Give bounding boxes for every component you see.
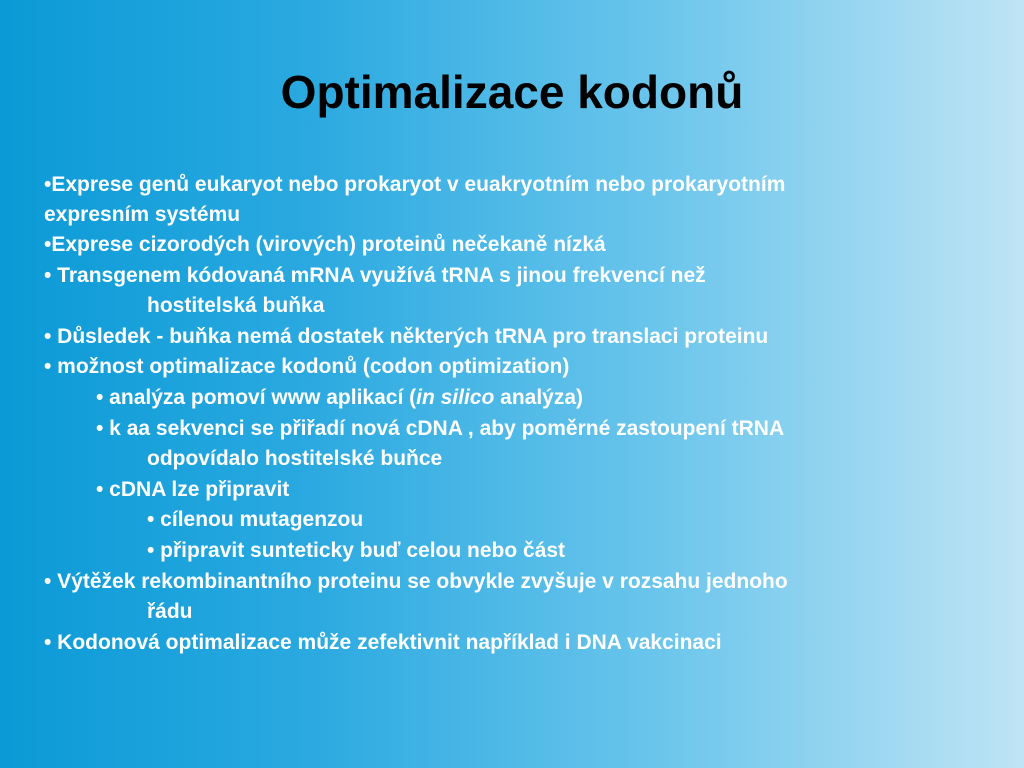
bullet-line-8 [96, 383, 583, 413]
bullet-line-2: expresním systému [44, 203, 241, 226]
bullet-line-13: • připravit sunteticky buď celou nebo část [147, 539, 566, 562]
bullet-line-5: hostitelská buňka [147, 294, 325, 317]
bullet-line-14: • Výtěžek rekombinantního proteinu se obvykle zvyšuje v rozsahu jednoho [44, 570, 788, 593]
bullet-line-6: • Důsledek - buňka nemá dostatek některých tRNA pro translaci proteinu [44, 325, 769, 348]
bullet-line-7: • možnost optimalizace kodonů (codon optimization) [44, 355, 570, 378]
bullet-line-15: řádu [147, 600, 193, 623]
bullet-line-8-italic: in silico [416, 386, 495, 409]
bullet-line-10: odpovídalo hostitelské buňce [147, 447, 443, 470]
bullet-line-16: • Kodonová optimalizace může zefektivnit například i DNA vakcinaci [44, 631, 722, 654]
bullet-line-1: •Exprese genů eukaryot nebo prokaryot v euakryotním nebo prokaryotním [44, 173, 786, 196]
slide-title: Optimalizace kodonů [280, 66, 744, 118]
bullet-line-9: • k aa sekvenci se přiřadí nová cDNA , aby poměrné zastoupení tRNA [96, 417, 785, 440]
bullet-line-11: • cDNA lze připravit [96, 478, 290, 501]
bullet-line-3: •Exprese cizorodých (virových) proteinů nečekaně nízká [44, 233, 606, 256]
bullet-line-8-before: • analýza pomoví www aplikací ( [96, 386, 417, 409]
bullet-line-8-after: analýza) [494, 386, 584, 409]
bullet-line-4: • Transgenem kódovaná mRNA využívá tRNA s jinou frekvencí než [44, 264, 706, 287]
bullet-line-12: • cílenou mutagenzou [147, 508, 364, 531]
